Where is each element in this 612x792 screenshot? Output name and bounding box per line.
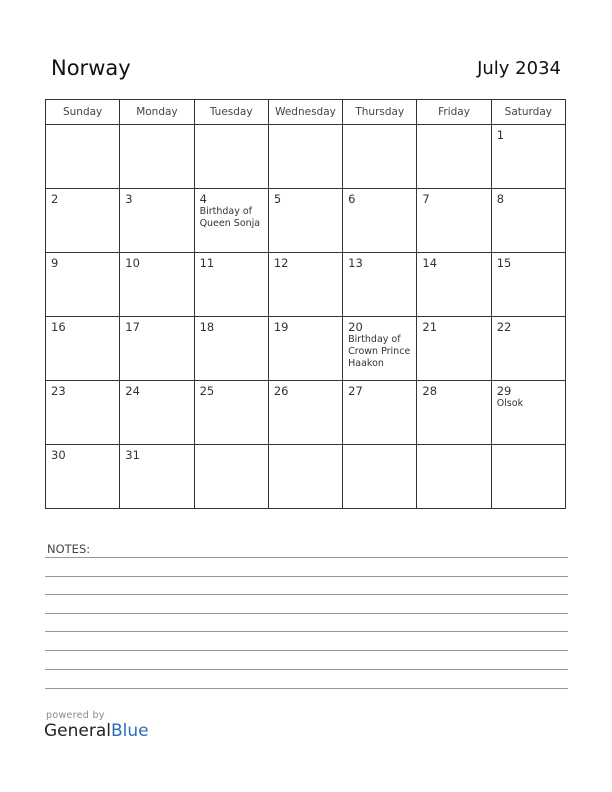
- weekday-header: Saturday: [491, 100, 565, 125]
- weekday-header: Tuesday: [194, 100, 268, 125]
- day-cell: [417, 381, 491, 445]
- day-cell: [194, 253, 268, 317]
- week-row: [46, 125, 566, 189]
- week-row: [46, 381, 566, 445]
- day-cell: [343, 317, 417, 381]
- day-number: 9: [51, 256, 59, 270]
- note-line: [45, 688, 568, 689]
- day-cell: [417, 317, 491, 381]
- day-cell: [343, 189, 417, 253]
- day-cell: [46, 381, 120, 445]
- day-cell: [46, 317, 120, 381]
- day-cell: [491, 125, 565, 189]
- day-cell: [120, 317, 194, 381]
- day-cell: [46, 253, 120, 317]
- week-row: [46, 253, 566, 317]
- day-number: 18: [199, 320, 215, 334]
- day-cell: [46, 445, 120, 509]
- weekday-header: Thursday: [343, 100, 417, 125]
- day-cell: [343, 381, 417, 445]
- day-cell: [268, 189, 342, 253]
- day-number: 22: [496, 320, 512, 334]
- day-cell: [417, 253, 491, 317]
- day-cell: [120, 445, 194, 509]
- day-cell: [491, 253, 565, 317]
- day-cell: [491, 445, 565, 509]
- day-cell: [46, 125, 120, 189]
- calendar-country-title: Norway: [51, 56, 131, 80]
- day-number: 21: [422, 320, 438, 334]
- brand-general: General: [44, 721, 111, 741]
- day-number: 11: [199, 256, 215, 270]
- day-number: 31: [125, 448, 140, 462]
- day-cell: [417, 125, 491, 189]
- day-cell: [194, 189, 268, 253]
- day-cell: [343, 125, 417, 189]
- day-number: 30: [51, 448, 66, 462]
- day-cell: [46, 189, 120, 253]
- day-cell: [120, 381, 194, 445]
- day-number: 20: [348, 320, 363, 334]
- note-line: [45, 669, 568, 670]
- calendar-month-title: July 2034: [477, 58, 561, 79]
- day-number: 5: [273, 192, 282, 206]
- day-cell: [120, 253, 194, 317]
- holiday-label: Birthday of Crown Prince Haakon: [348, 334, 411, 369]
- day-cell: [120, 189, 194, 253]
- day-cell: [268, 253, 342, 317]
- day-cell: [194, 445, 268, 509]
- day-number: 15: [496, 256, 512, 270]
- week-row: [46, 189, 566, 253]
- day-number: 7: [422, 192, 430, 206]
- day-number: 2: [51, 192, 59, 206]
- day-number: 3: [125, 192, 133, 206]
- day-number: 14: [422, 256, 438, 270]
- day-cell: [120, 125, 194, 189]
- day-number: 26: [273, 384, 289, 398]
- day-cell: [194, 381, 268, 445]
- day-cell: [491, 189, 565, 253]
- day-cell: [491, 381, 565, 445]
- day-cell: [268, 381, 342, 445]
- day-cell: [268, 125, 342, 189]
- brand-logo: [44, 721, 149, 741]
- day-cell: [417, 445, 491, 509]
- day-cell: [268, 317, 342, 381]
- day-number: 6: [348, 192, 356, 206]
- brand-blue: Blue: [111, 721, 149, 741]
- note-line: [45, 650, 568, 651]
- week-row: [46, 445, 566, 509]
- day-cell: [417, 189, 491, 253]
- weekday-header: Wednesday: [268, 100, 342, 125]
- note-line: [45, 631, 568, 632]
- day-number: 29: [496, 384, 512, 398]
- notes-label: NOTES:: [47, 542, 91, 556]
- day-number: 23: [51, 384, 66, 398]
- day-cell: [194, 317, 268, 381]
- day-number: 28: [422, 384, 438, 398]
- day-cell: [343, 253, 417, 317]
- calendar-grid: [45, 99, 566, 509]
- day-number: 1: [496, 128, 505, 142]
- day-number: 24: [125, 384, 140, 398]
- weekday-header: Sunday: [46, 100, 120, 125]
- calendar-body: [46, 125, 566, 509]
- note-line: [45, 594, 568, 595]
- day-cell: [343, 445, 417, 509]
- day-number: 19: [273, 320, 289, 334]
- day-number: 10: [125, 256, 140, 270]
- weekday-header-row: [46, 100, 566, 125]
- holiday-label: Birthday of Queen Sonja: [199, 206, 261, 229]
- day-number: 27: [348, 384, 363, 398]
- day-number: 16: [51, 320, 66, 334]
- holiday-label: Olsok: [496, 398, 524, 409]
- weekday-header: Friday: [417, 100, 491, 125]
- day-cell: [194, 125, 268, 189]
- weekday-header: Monday: [120, 100, 194, 125]
- day-number: 17: [125, 320, 140, 334]
- day-cell: [268, 445, 342, 509]
- powered-by-text: powered by: [46, 710, 105, 721]
- day-number: 4: [199, 192, 207, 206]
- day-number: 8: [496, 192, 505, 206]
- day-number: 12: [273, 256, 289, 270]
- note-line: [45, 613, 568, 614]
- day-number: 25: [199, 384, 215, 398]
- note-line: [45, 557, 568, 558]
- week-row: [46, 317, 566, 381]
- note-line: [45, 576, 568, 577]
- day-cell: [491, 317, 565, 381]
- day-number: 13: [348, 256, 363, 270]
